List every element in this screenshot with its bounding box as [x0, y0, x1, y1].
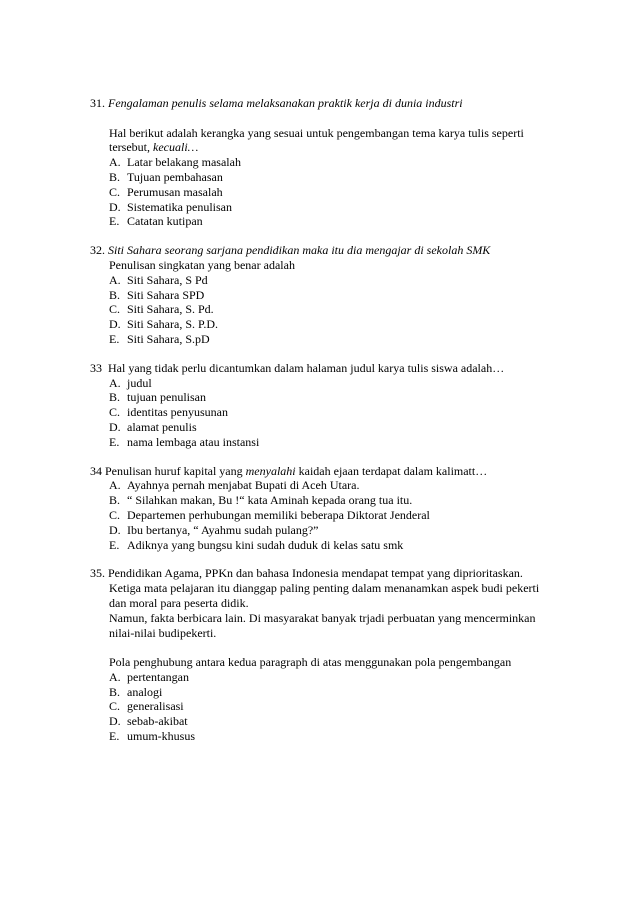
option-b[interactable]: B. Tujuan pembahasan	[109, 169, 223, 184]
option-d[interactable]: D. Ibu bertanya, “ Ayahmu sudah pulang?”	[109, 522, 319, 537]
question-stem	[90, 96, 610, 111]
question-number: 32.	[90, 243, 105, 258]
question-stem	[90, 243, 610, 258]
option-e[interactable]: E. Siti Sahara, S.pD	[109, 331, 210, 346]
question-33	[90, 361, 610, 450]
question-prompt: Pola penghubung antara kedua paragraph di atas menggunakan pola pengembangan	[109, 655, 512, 670]
option-d[interactable]: D. Sistematika penulisan	[109, 199, 232, 214]
option-a[interactable]: A. Siti Sahara, S Pd	[109, 272, 208, 287]
option-e[interactable]: E. Catatan kutipan	[109, 214, 203, 229]
option-c[interactable]: C. Siti Sahara, S. Pd.	[109, 302, 214, 317]
passage-line: Namun, fakta berbicara lain. Di masyarakat banyak trjadi perbuatan yang mencerminkan	[109, 610, 536, 625]
passage-line: Ketiga mata pelajaran itu dianggap paling penting dalam menanamkan aspek budi pekerti	[109, 581, 540, 596]
option-b[interactable]: B. analogi	[109, 684, 163, 699]
option-a[interactable]: A. Latar belakang masalah	[109, 155, 241, 170]
option-d[interactable]: D. Siti Sahara, S. P.D.	[109, 317, 219, 332]
question-prompt: Hal berikut adalah kerangka yang sesuai untuk pengembangan tema karya tulis seperti	[109, 125, 524, 140]
question-stem	[90, 361, 610, 376]
option-e[interactable]: E. nama lembaga atau instansi	[109, 434, 260, 449]
question-number: 31.	[90, 96, 105, 110]
question-34	[90, 464, 610, 553]
passage-line: dan moral para peserta didik.	[109, 595, 249, 610]
question-text: Hal yang tidak perlu dicantumkan dalam halaman judul karya tulis siswa adalah…	[108, 360, 505, 375]
option-a[interactable]: A. Ayahnya pernah menjabat Bupati di Aceh Utara.	[109, 478, 360, 493]
option-d[interactable]: D. alamat penulis	[109, 419, 197, 434]
question-stem: 35. Pendidikan Agama, PPKn dan bahasa Indonesia mendapat tempat yang diprioritaskan.	[90, 566, 523, 581]
option-c[interactable]: C. Perumusan masalah	[109, 184, 223, 199]
question-prompt-cont: tersebut, kecuali…	[109, 140, 199, 155]
question-topic: Fengalaman penulis selama melaksanakan praktik kerja di dunia industri	[108, 96, 463, 110]
question-stem: 34 Penulisan huruf kapital yang menyalahi kaidah ejaan terdapat dalam kalimatt…	[90, 463, 488, 478]
question-number: 35.	[90, 566, 105, 581]
question-35	[90, 566, 610, 744]
option-c[interactable]: C. Departemen perhubungan memiliki beberapa Diktorat Jenderal	[109, 507, 430, 522]
option-e[interactable]: E. umum-khusus	[109, 729, 196, 744]
exam-page	[90, 96, 610, 758]
question-topic: Siti Sahara seorang sarjana pendidikan maka itu dia mengajar di sekolah SMK	[108, 243, 491, 258]
option-d[interactable]: D. sebab-akibat	[109, 714, 188, 729]
option-c[interactable]: C. identitas penyusunan	[109, 405, 228, 420]
option-b[interactable]: B. tujuan penulisan	[109, 390, 206, 405]
question-number: 34	[90, 463, 102, 478]
option-b[interactable]: B. Siti Sahara SPD	[109, 287, 205, 302]
question-number: 33	[90, 360, 102, 375]
question-32	[90, 243, 610, 347]
question-prompt: Penulisan singkatan yang benar adalah	[109, 257, 295, 272]
option-b[interactable]: B. “ Silahkan makan, Bu !“ kata Aminah kepada orang tua itu.	[109, 493, 413, 508]
option-a[interactable]: A. judul	[109, 375, 152, 390]
option-c[interactable]: C. generalisasi	[109, 699, 184, 714]
option-e[interactable]: E. Adiknya yang bungsu kini sudah duduk di kelas satu smk	[109, 537, 404, 552]
option-a[interactable]: A. pertentangan	[109, 669, 189, 684]
passage-line: nilai-nilai budipekerti.	[109, 625, 217, 640]
question-31	[90, 96, 610, 229]
